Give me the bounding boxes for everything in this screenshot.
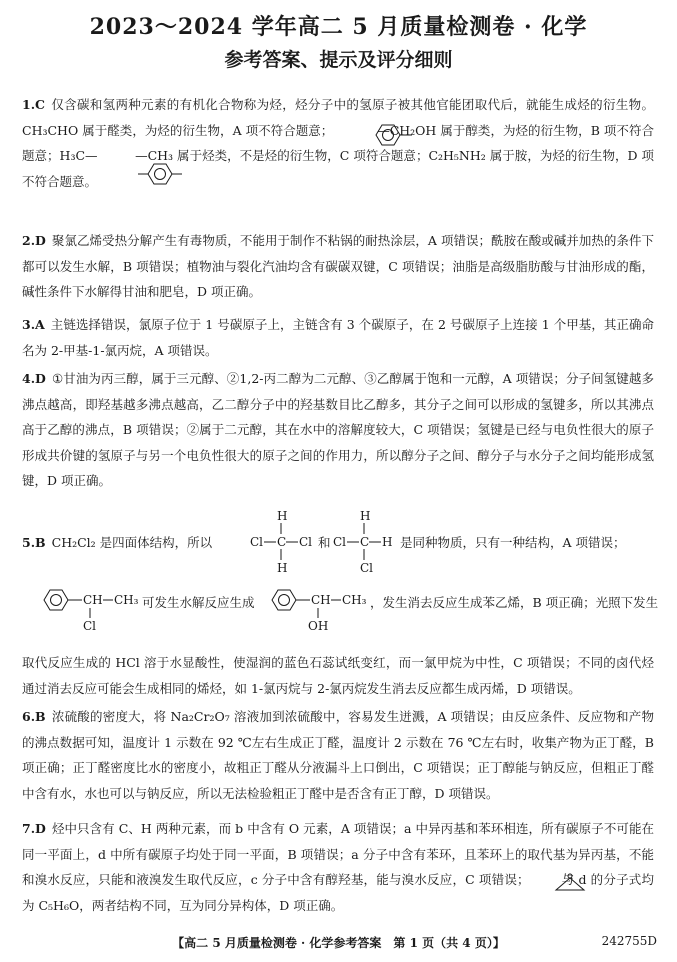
answer-2: [22, 228, 654, 305]
page-subtitle: 参考答案、提示及评分细则: [224, 49, 453, 71]
dichloromethane-structure: [248, 505, 320, 575]
answer-text: 聚氯乙烯受热分解产生有毒物质，不能用于制作不粘锅的耐热涂层，A 项错误；酰胺在酸或碱并加热的条件下都可以发生水解，B 项错误；植物油与裂化汽油均含有碳碳双键，C 项错误；油脂是高级脂肪酸与甘油形成的酯，碱性条件下水解得甘油和肥皂，D 项正确。: [22, 233, 654, 299]
dichloromethane-structure: [331, 505, 403, 575]
answer-number: 3.A: [22, 317, 45, 332]
answer-text: ①甘油为丙三醇，属于三元醇、②1,2-丙二醇为二元醇、③乙醇属于饱和一元醇，A 项错误；分子间氢键越多沸点越高，即羟基越多沸点越高，乙二醇分子中的羟基数目比乙醇多，其分子之间可以形成的氢键多，所以其沸点高于乙醇的沸点，B 项错误；②属于二元醇，其在水中的溶解度较大，C 项错误；氢键是已经与电负性很大的原子形成共价键的氢原子与另一个电负性很大的原子之间的作用力，所以醇分子之间、醇分子与水分子之间均能形成氢键，D 项正确。: [22, 371, 654, 488]
answer-number: 7.D: [22, 821, 46, 836]
atom-h: H: [360, 509, 371, 523]
atom-c: C: [277, 535, 287, 549]
answer-number: 5.B: [22, 535, 46, 550]
atom-h: H: [277, 509, 288, 523]
answer-3: [22, 312, 654, 363]
answer-number: 4.D: [22, 371, 46, 386]
benzene-ring-icon: [138, 161, 198, 187]
answer-1: [22, 92, 654, 194]
answer-5-line-2b: ，发生消去反应生成苯乙烯，B 项正确；光照下发生: [370, 595, 659, 610]
answer-5-rest: 取代反应生成的 HCl 溶于水显酸性，使湿润的蓝色石蕊试纸变红，而一氯甲烷为中性，C 项错误；不同的卤代烃通过消去反应可能会生成相同的烯烃，如 1-氯丙烷与 2-氯丙烷发生消去反应都生成丙烯，D 项错误。: [22, 655, 654, 696]
answer-text: 主链选择错误，氯原子位于 1 号碳原子上，主链含有 3 个碳原子，在 2 号碳原子上连接 1 个甲基，其正确命名为 2-甲基-1-氯丙烷，A 项错误。: [22, 317, 654, 358]
atom-ch3: CH₃: [342, 593, 367, 607]
atom-c: C: [360, 535, 370, 549]
page-title: 2023～2024 学年高二 5 月质量检测卷 · 化学: [89, 14, 588, 40]
atom-h: H: [382, 535, 393, 549]
answer-5-and: 和: [318, 535, 331, 550]
atom-cl: Cl: [83, 619, 97, 633]
answer-4: [22, 366, 654, 494]
atom-cl: Cl: [299, 535, 313, 549]
chloroethylbenzene-structure: [40, 586, 140, 636]
atom-cl: Cl: [250, 535, 264, 549]
atom-ch3: CH₃: [114, 593, 139, 607]
answer-6: [22, 704, 654, 806]
atom-h: H: [277, 561, 288, 575]
answer-text: 烃中只含有 C、H 两种元素，而 b 中含有 O 元素，A 项错误；a 中异丙基和苯环相连，所有碳原子不可能在同一平面上，d 中所有碳原子均处于同一平面，B 项错误；a 分子中含有苯环，且苯环上的取代基为异丙基，不能和溴水反应，只能和液溴发生取代反应，c 分子中含有醇羟基，能与溴水反应，C 项错误； 与 d 的分子式均为 C₅H₆O，两者结构不同，互为同分异构体，D 项正确。: [22, 821, 654, 913]
answer-7: [22, 816, 654, 918]
atom-ch: CH: [83, 593, 103, 607]
answer-number: 1.C: [22, 97, 45, 112]
atom-ch: CH: [311, 593, 331, 607]
answer-5-line-2a: 可发生水解反应生成: [142, 595, 255, 610]
atom-cl: Cl: [333, 535, 347, 549]
document-code: 242755D: [601, 934, 657, 948]
answer-number: 2.D: [22, 233, 46, 248]
answer-5-line-1-end: 是同种物质，只有一种结构，A 项错误；: [400, 535, 626, 550]
benzene-ring-icon: [368, 122, 428, 148]
atom-cl: Cl: [360, 561, 374, 575]
answer-text: 浓硫酸的密度大，将 Na₂Cr₂O₇ 溶液加到浓硫酸中，容易发生迸溅，A 项错误；由反应条件、反应物和产物的沸点数据可知，温度计 1 示数在 92 ℃左右生成正丁醛，温度计 2 示数在 76 ℃左右时，收集产物为正丁醛，B 项正确；正丁醛密度比水的密度小，故粗正丁醛从分液漏斗上口倒出，C 项错误；正丁醇能与钠反应，但粗正丁醛中含有水，水也可以与钠反应，所以无法检验粗正丁醛中是否含有正丁醇，D 项错误。: [22, 709, 654, 801]
phenylethanol-structure: [268, 586, 368, 636]
ring-structure-icon: [550, 870, 590, 896]
answer-number: 6.B: [22, 709, 46, 724]
page-footer: 【高二 5 月质量检测卷 · 化学参考答案 第 1 页（共 4 页）】: [172, 936, 505, 950]
answer-text: CH₂Cl₂ 是四面体结构，所以: [51, 535, 213, 550]
answer-text: 仅含碳和氢两种元素的有机化合物称为烃，烃分子中的氢原子被其他官能团取代后，就能生成烃的衍生物。CH₃CHO 属于醛类，为烃的衍生物，A 项不符合题意； —CH₂OH 属于醇类，为烃的衍生物，B 项不符合题意；H₃C— —CH₃ 属于烃类，不是烃的衍生物，C 项符合题意；C₂H₅NH₂ 属于胺，为烃的衍生物，D 项不符合题意。: [22, 97, 654, 189]
atom-oh: OH: [308, 619, 329, 633]
